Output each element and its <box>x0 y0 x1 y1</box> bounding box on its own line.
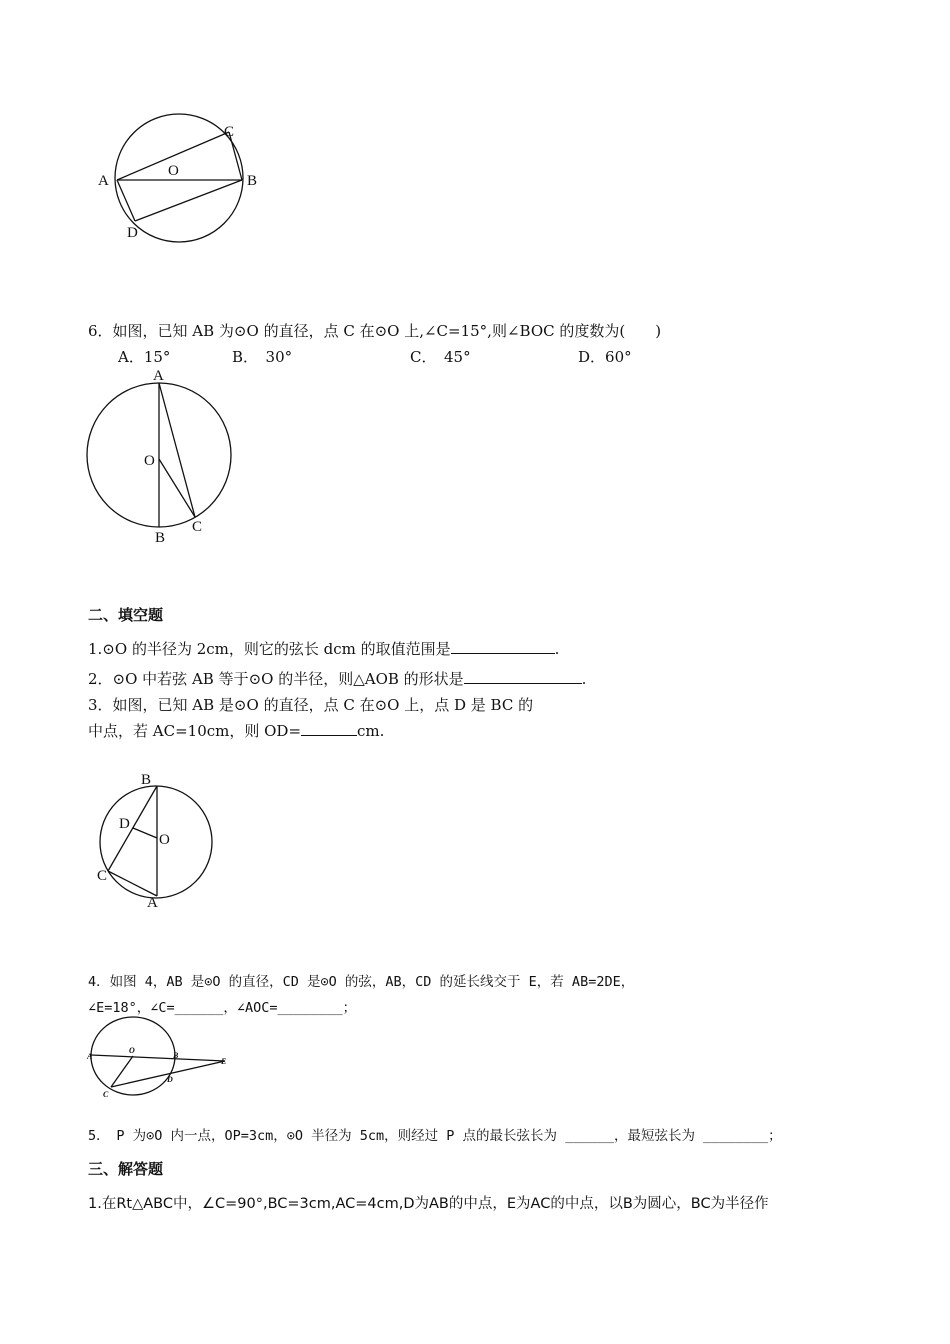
section-3-title: 三、解答题 <box>88 1160 164 1178</box>
fig3-label-c: C <box>97 868 108 884</box>
figure-2-circle-abc <box>80 365 250 550</box>
fig2-label-a: A <box>153 368 164 384</box>
fill-q2-blank[interactable] <box>464 669 582 684</box>
figure-3-circle-abcd <box>90 770 230 915</box>
q6-option-a: A．15° <box>118 348 171 366</box>
q6-stem: 6．如图，已知 AB 为⊙O 的直径，点 C 在⊙O 上,∠C=15°,则∠BOC 的度数为( ) <box>88 322 662 340</box>
fig2-radius-oc <box>159 459 195 517</box>
fill-q3-line2 <box>88 720 384 741</box>
solve-q1: 1.在Rt△ABC中，∠C=90°,BC=3cm,AC=4cm,D为AB的中点，E为AC的中点，以B为圆心，BC为半径作 <box>88 1196 769 1212</box>
figure-1-circle-abcd <box>90 115 280 255</box>
fill-q3-blank[interactable] <box>301 721 357 736</box>
fig3-label-a: A <box>147 895 158 911</box>
fig1-label-b: B <box>247 173 258 189</box>
fig1-label-o: O <box>168 163 179 179</box>
fig1-label-a: A <box>98 173 109 189</box>
fig3-circle <box>100 786 212 898</box>
q6-option-b: B． 30° <box>232 348 293 366</box>
fig4-line-ae <box>91 1055 225 1061</box>
fig3-label-o: O <box>159 832 170 848</box>
section-2-title: 二、填空题 <box>88 606 164 624</box>
fill-q1-blank[interactable] <box>451 639 555 654</box>
fill-q1 <box>88 638 559 659</box>
q6-option-d: D．60° <box>578 348 632 366</box>
fig4-label-d: D <box>167 1075 173 1084</box>
fig4-label-b: B <box>173 1051 179 1060</box>
fig4-label-e: E <box>221 1057 227 1066</box>
q4-line2: ∠E=18°，∠C=______，∠AOC=________； <box>88 1000 357 1016</box>
fig3-segment-od <box>133 828 157 838</box>
fig4-label-a: A <box>87 1052 93 1061</box>
fig1-chord-bd <box>135 180 242 221</box>
fig4-label-c: C <box>103 1090 109 1099</box>
fig1-label-d: D <box>127 225 138 241</box>
fig4-label-o: O <box>129 1046 135 1055</box>
fig2-label-c: C <box>192 519 203 535</box>
fig2-chord-ac <box>159 383 195 517</box>
fig3-chord-bc <box>108 786 157 871</box>
figure-4-circle-secant <box>85 1015 245 1100</box>
fig3-label-d: D <box>119 816 130 832</box>
q6-option-c: C． 45° <box>410 348 471 366</box>
fill-q3-text: 中点，若 AC=10cm，则 OD= <box>88 722 302 740</box>
fill-q1-end: . <box>554 640 560 658</box>
fig1-label-c: C <box>224 124 235 140</box>
fill-q1-text: 1.⊙O 的半径为 2cm，则它的弦长 dcm 的取值范围是 <box>88 640 451 658</box>
fig3-label-b: B <box>141 772 152 788</box>
q4-line1: 4．如图 4，AB 是⊙O 的直径，CD 是⊙O 的弦，AB，CD 的延长线交于 E，若 AB=2DE， <box>88 974 635 990</box>
fill-q2-text: 2．⊙O 中若弦 AB 等于⊙O 的半径，则△AOB 的形状是 <box>88 670 464 688</box>
fill-q2-end: . <box>581 670 587 688</box>
fig2-label-b: B <box>155 530 166 546</box>
q5-text: 5． P 为⊙O 内一点，OP=3cm，⊙O 半径为 5cm，则经过 P 点的最长弦长为 ______，最短弦长为 ________； <box>88 1128 782 1144</box>
fill-q2 <box>88 668 586 689</box>
fill-q3-end: cm. <box>357 722 385 740</box>
fill-q3-line1: 3．如图，已知 AB 是⊙O 的直径，点 C 在⊙O 上，点 D 是 BC 的 <box>88 696 534 714</box>
fig2-label-o: O <box>144 453 155 469</box>
